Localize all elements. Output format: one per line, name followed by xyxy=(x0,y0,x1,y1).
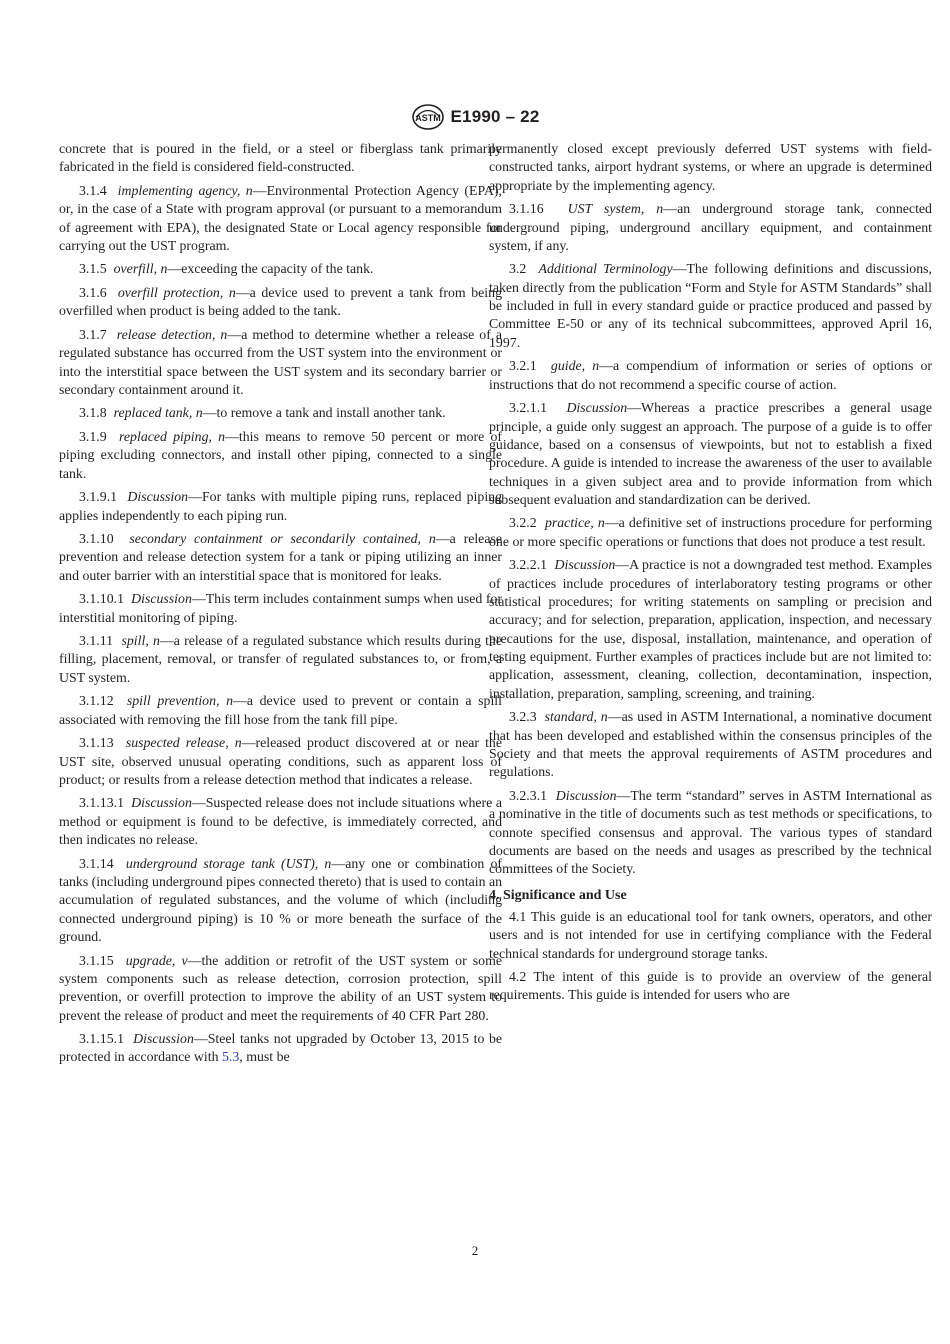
page-header xyxy=(0,104,950,130)
paragraph-text: —a device used to prevent a tank from being overfilled when product is being added to the tank. xyxy=(59,284,502,319)
paragraph xyxy=(489,357,932,394)
defined-term: overfill, n xyxy=(113,261,168,277)
paragraph-text: —Environmental Protection Agency (EPA), or, in the case of a State with program approval (or pursuant to a memorandum of agreement with EPA), the designated State or Local agency responsible for carrying out the UST program. xyxy=(59,182,502,253)
paragraph xyxy=(59,734,502,789)
paragraph-text: —This term includes containment sumps when used for interstitial monitoring of piping. xyxy=(59,591,502,625)
paragraph-text: —an underground storage tank, connected underground piping, underground ancillary equipment, and containment system, if any. xyxy=(489,201,932,253)
paragraph xyxy=(59,182,502,255)
defined-term: Discussion xyxy=(131,591,192,607)
section-number: 3.2.1.1 xyxy=(509,400,548,416)
paragraph xyxy=(489,514,932,551)
defined-term: replaced tank, n xyxy=(113,405,203,421)
paragraph xyxy=(59,530,502,585)
paragraph xyxy=(489,200,932,255)
paragraph-text: —a release prevention and release detection system for a tank or piping utilizing an inner and outer barrier with an interstitial space that is monitored for leaks. xyxy=(59,531,503,583)
paragraph xyxy=(59,952,502,1025)
paragraph xyxy=(59,326,502,399)
defined-term: practice, n xyxy=(544,515,605,531)
paragraph-text: , must be xyxy=(239,1049,290,1065)
defined-term: guide, n xyxy=(550,358,600,374)
defined-term: UST system, n xyxy=(567,201,664,217)
defined-term: spill prevention, n xyxy=(126,693,234,709)
paragraph xyxy=(59,260,502,278)
paragraph-text: —a device used to prevent or contain a spill associated with removing the fill hose from the tank fill pipe. xyxy=(59,693,503,727)
section-number: 3.1.13.1 xyxy=(79,795,124,811)
paragraph-text: permanently closed except previously deferred UST systems with field-constructed tanks, airport hydrant systems, or where an upgrade is determined appropriate by the implementing agency. xyxy=(489,141,932,193)
paragraph-text: —The following definitions and discussions, taken directly from the publication “Form and Style for ASTM Standards” shall be included in full in every standard guide or practice produced and passed by Committee E-50 or any of its technical subcommittees, approved April 16, 1997. xyxy=(489,261,932,350)
paragraph xyxy=(489,260,932,352)
defined-term: suspected release, n xyxy=(125,735,242,751)
left-column xyxy=(59,140,502,1072)
paragraph-text: —released product discovered at or near the UST site, observed unusual operating conditions, such as apparent loss of product; or results from a release detection method that indicates a release. xyxy=(59,735,502,787)
section-number: 3.1.14 xyxy=(79,855,114,871)
section-number: 3.1.12 xyxy=(79,693,114,709)
astm-logo-icon xyxy=(411,104,445,130)
section-number: 3.1.11 xyxy=(79,633,114,649)
paragraph: 4.1 This guide is an educational tool for tank owners, operators, and other users and is not intended for use in certifying compliance with the Federal technical standards for underground storage tanks. xyxy=(489,908,932,961)
defined-term: standard, n xyxy=(544,709,608,725)
paragraph xyxy=(489,140,932,195)
paragraph xyxy=(59,692,502,729)
paragraph xyxy=(59,140,502,177)
paragraph xyxy=(59,284,502,321)
defined-term: Additional Terminology xyxy=(538,261,673,277)
section-number: 3.1.9.1 xyxy=(79,489,118,505)
section-number: 3.2.2.1 xyxy=(509,557,548,573)
defined-term: secondary containment or secondarily contained, n xyxy=(129,531,436,547)
section-number: 3.1.13 xyxy=(79,735,114,751)
paragraph-text: —this means to remove 50 percent or more of piping excluding connectors, and install other piping, connected to a single tank. xyxy=(59,428,503,481)
paragraph xyxy=(59,428,502,483)
section-number: 3.1.16 xyxy=(509,201,544,217)
defined-term: Discussion xyxy=(566,400,628,416)
cross-reference-link[interactable]: 5.3 xyxy=(221,1049,240,1065)
defined-term: replaced piping, n xyxy=(119,428,226,444)
paragraph xyxy=(59,632,502,687)
section-number: 3.1.7 xyxy=(79,326,107,342)
section-heading: 4. Significance and Use xyxy=(489,887,627,903)
defined-term: implementing agency, n xyxy=(117,182,253,198)
section-number: 3.1.10 xyxy=(79,531,114,547)
paragraph xyxy=(489,399,932,509)
section-number: 3.1.8 xyxy=(79,405,107,421)
section-number: 3.1.10.1 xyxy=(79,591,124,607)
paragraph-text: —For tanks with multiple piping runs, replaced piping applies independently to each piping run. xyxy=(59,489,503,523)
section-number: 3.1.15 xyxy=(79,952,114,968)
section-number: 3.2.3.1 xyxy=(509,787,548,803)
section-number: 3.2 xyxy=(509,261,527,277)
paragraph-text: —a release of a regulated substance which results during the filling, placement, removal, or transfer of regulated substances to, or from, a UST system. xyxy=(59,633,502,685)
paragraph-text: —a method to determine whether a release of a regulated substance has occurred from the UST system into the environment or into the interstitial space between the UST system and its secondary barrier or secondary containment around it. xyxy=(59,326,502,397)
paragraph-text: —a compendium of information or series of options or instructions that do not recommend a specific course of action. xyxy=(489,358,932,392)
defined-term: Discussion xyxy=(555,787,617,803)
section-number: 3.2.2 xyxy=(509,515,537,531)
paragraph-text: —as used in ASTM International, a nominative document that has been developed and established within the consensus principles of the Society and that meets the approval requirements of ASTM procedures and regulations. xyxy=(489,709,933,780)
section-number: 3.1.5 xyxy=(79,261,107,277)
paragraph-text: —Whereas a practice prescribes a general usage principle, a guide only suggest an approach. The purpose of a guide is to offer guidance, based on a consensus of viewpoints, but not to establish a fixed procedure. A guide is intended to increase the awareness of the user to available techniques in a given subject area and to provide information from which subsequent evaluation and standardization can be derived. xyxy=(489,400,932,507)
defined-term: Discussion xyxy=(131,795,192,811)
defined-term: spill, n xyxy=(121,633,160,649)
paragraph-text: —Steel tanks not upgraded by October 13, 2015 to be protected in accordance with xyxy=(59,1031,503,1065)
paragraph xyxy=(59,1030,502,1067)
paragraph-text: —The term “standard” serves in ASTM International as a nominative in the title of documents such as test methods or specifications, to connote specified consensus and approval. The various types of standard documents are based on the needs and usages as prescribed by the technical committees of the Society. xyxy=(489,787,932,877)
paragraph xyxy=(59,404,502,422)
right-column xyxy=(489,140,932,1010)
astm-logo-text: ASTM xyxy=(414,113,441,123)
defined-term: release detection, n xyxy=(116,326,228,342)
paragraph-text: —a definitive set of instructions procedure for performing one or more specific operations or functions that does not produce a test result. xyxy=(489,515,932,549)
paragraph-text: —any one or combination of tanks (including underground pipes connected thereto) that is used to contain an accumulation of regulated substances, and the volume of which (including connected underground piping) is 10 % or more beneath the surface of the ground. xyxy=(59,855,503,945)
section-number: 3.2.1 xyxy=(509,358,537,374)
paragraph-text: concrete that is poured in the field, or a steel or fiberglass tank primarily fabricated in the field is considered field-constructed. xyxy=(59,141,502,175)
document-designation: E1990 – 22 xyxy=(450,107,540,126)
section-number: 3.2.3 xyxy=(509,709,537,725)
paragraph-text: —the addition or retrofit of the UST system or some system components such as release detection, corrosion protection, spill prevention, or overfill protection to improve the ability of an UST system to prevent the release of product and meet the requirements of 40 CFR Part 280. xyxy=(59,952,502,1023)
paragraph xyxy=(489,708,932,781)
page-number: 2 xyxy=(471,1243,479,1258)
section-number: 3.1.4 xyxy=(79,182,107,198)
defined-term: Discussion xyxy=(127,489,189,505)
paragraph xyxy=(59,794,502,849)
paragraph-text: —exceeding the capacity of the tank. xyxy=(167,261,374,277)
defined-term: overfill protection, n xyxy=(117,284,236,300)
paragraph xyxy=(489,556,932,703)
paragraph xyxy=(489,787,932,879)
defined-term: Discussion xyxy=(554,557,616,573)
section-number: 3.1.9 xyxy=(79,428,107,444)
paragraph: 4.2 The intent of this guide is to provide an overview of the general requirements. This guide is intended for users who are xyxy=(489,969,932,1003)
paragraph xyxy=(59,488,502,525)
paragraph xyxy=(59,855,502,947)
paragraph xyxy=(59,590,502,627)
defined-term: upgrade, v xyxy=(125,952,188,968)
defined-term: underground storage tank (UST), n xyxy=(125,855,332,871)
paragraph-text: —A practice is not a downgraded test method. Examples of practices include procedures of interlaboratory testing programs or other statistical procedures; for writing statements on sampling or precision and accuracy; and for selection, preparation, application, inspection, and necessary precautions for the use, disposal, installation, maintenance, and operation of testing equipment. Further examples of practices include but are not limited to: application, assessment, cleaning, collection, decontamination, inspection, installation, preparation, sampling, screening, and training. xyxy=(489,557,933,701)
section-number: 3.1.6 xyxy=(79,284,107,300)
section-number: 3.1.15.1 xyxy=(79,1031,124,1047)
paragraph-text: —to remove a tank and install another tank. xyxy=(202,405,446,421)
paragraph-text: —Suspected release does not include situations where a method or equipment is found to be defective, is immediately corrected, and then indicates no release. xyxy=(59,795,502,848)
defined-term: Discussion xyxy=(133,1031,194,1047)
